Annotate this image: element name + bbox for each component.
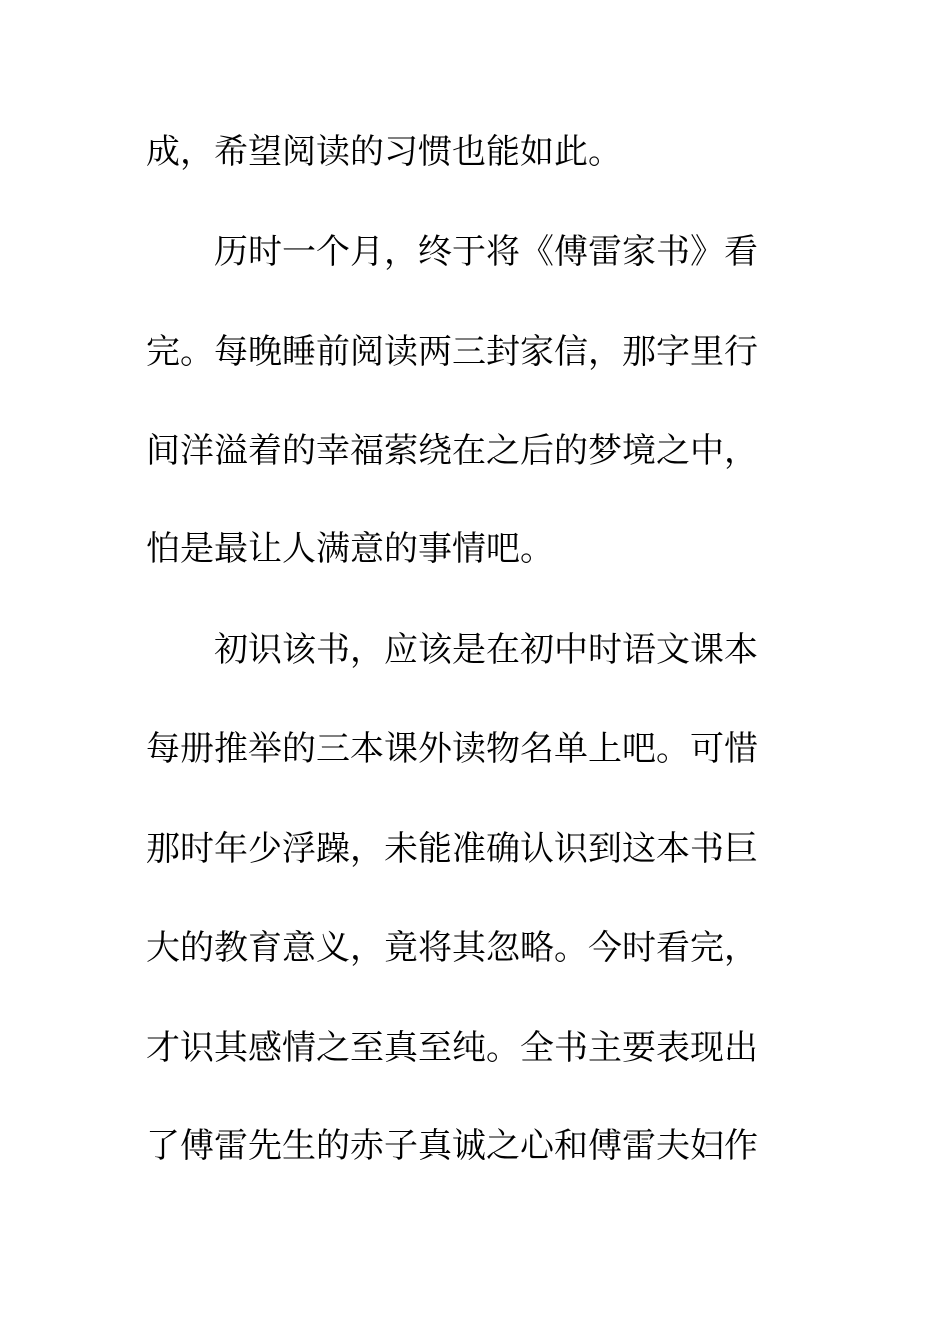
paragraph-first-line: 历时一个月，终于将《傅雷家书》看 <box>214 232 758 272</box>
text-line: 才识其感情之至真至纯。全书主要表现出 <box>146 1028 758 1068</box>
text-line: 每册推举的三本课外读物名单上吧。可惜 <box>146 729 758 769</box>
text-line: 成，希望阅读的习惯也能如此。 <box>146 132 622 172</box>
text-line: 那时年少浮躁，未能准确认识到这本书巨 <box>146 829 758 869</box>
paragraph-first-line: 初识该书，应该是在初中时语文课本 <box>214 630 758 670</box>
text-line: 间洋溢着的幸福萦绕在之后的梦境之中， <box>146 431 758 471</box>
text-line: 完。每晚睡前阅读两三封家信，那字里行 <box>146 332 758 372</box>
text-line: 了傅雷先生的赤子真诚之心和傅雷夫妇作 <box>146 1126 758 1166</box>
text-line: 怕是最让人满意的事情吧。 <box>146 529 554 569</box>
text-line: 大的教育意义，竟将其忽略。今时看完， <box>146 928 758 968</box>
